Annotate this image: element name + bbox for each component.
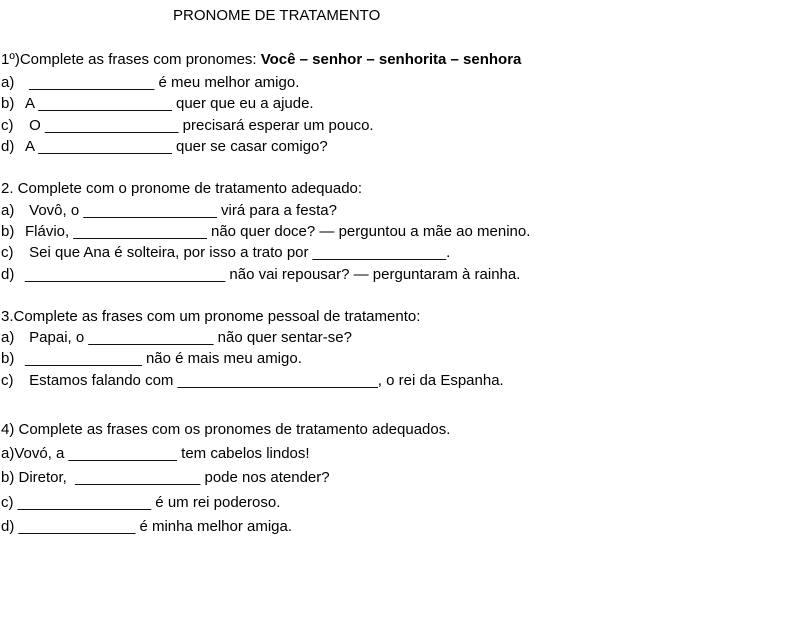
section2-item-d [1, 266, 520, 284]
section1-item-d [1, 138, 328, 156]
item-text: O ________________ precisará esperar um pouco. [25, 117, 374, 134]
item-marker: b) [1, 350, 15, 367]
section1-heading [1, 51, 521, 69]
section1-item-b [1, 95, 314, 113]
item-text: Flávio, ________________ não quer doce? — perguntou a mãe ao menino. [25, 223, 531, 240]
item-text: _______________ é meu melhor amigo. [25, 74, 300, 91]
item-marker: d) [1, 138, 15, 155]
section4-item-d: d) ______________ é minha melhor amiga. [1, 518, 293, 535]
item-marker: c) [1, 244, 14, 261]
section4-item-b: b) Diretor, _______________ pode nos atender? [1, 469, 330, 486]
section2-item-a [1, 202, 337, 220]
item-text: ________________________ não vai repousar? — perguntaram à rainha. [25, 266, 521, 283]
section1-item-c [1, 117, 374, 135]
item-text: A ________________ quer se casar comigo? [25, 138, 328, 155]
page-title: PRONOME DE TRATAMENTO [173, 7, 381, 24]
item-text: Papai, o _______________ não quer sentar-se? [25, 329, 352, 346]
section4-heading: 4) Complete as frases com os pronomes de tratamento adequados. [1, 421, 451, 438]
item-text: Estamos falando com ________________________, o rei da Espanha. [25, 372, 504, 389]
item-marker: d) [1, 266, 15, 283]
section2-heading: 2. Complete com o pronome de tratamento adequado: [1, 180, 363, 197]
section1-item-a [1, 74, 299, 92]
section4-item-c: c) ________________ é um rei poderoso. [1, 494, 281, 511]
item-text: Sei que Ana é solteira, por isso a trato por ________________. [25, 244, 451, 261]
item-text: ______________ não é mais meu amigo. [25, 350, 302, 367]
item-marker: c) [1, 117, 14, 134]
item-marker: a) [1, 329, 15, 346]
section3-heading: 3.Complete as frases com um pronome pessoal de tratamento: [1, 308, 421, 325]
section2-item-c [1, 244, 450, 262]
item-marker: a) [1, 202, 15, 219]
section1-heading-text: 1º)Complete as frases com pronomes: [1, 51, 261, 68]
section4-item-a: a)Vovó, a _____________ tem cabelos lindos! [1, 445, 310, 462]
item-text: A ________________ quer que eu a ajude. [25, 95, 314, 112]
item-marker: a) [1, 74, 15, 91]
section3-item-a [1, 329, 352, 347]
item-text: Vovô, o ________________ virá para a festa? [25, 202, 337, 219]
item-marker: b) [1, 223, 15, 240]
item-marker: b) [1, 95, 15, 112]
section1-pronoun-list: Você – senhor – senhorita – senhora [260, 51, 522, 68]
item-marker: c) [1, 372, 14, 389]
section3-item-c [1, 372, 504, 390]
section3-item-b [1, 350, 302, 368]
section2-item-b [1, 223, 530, 241]
